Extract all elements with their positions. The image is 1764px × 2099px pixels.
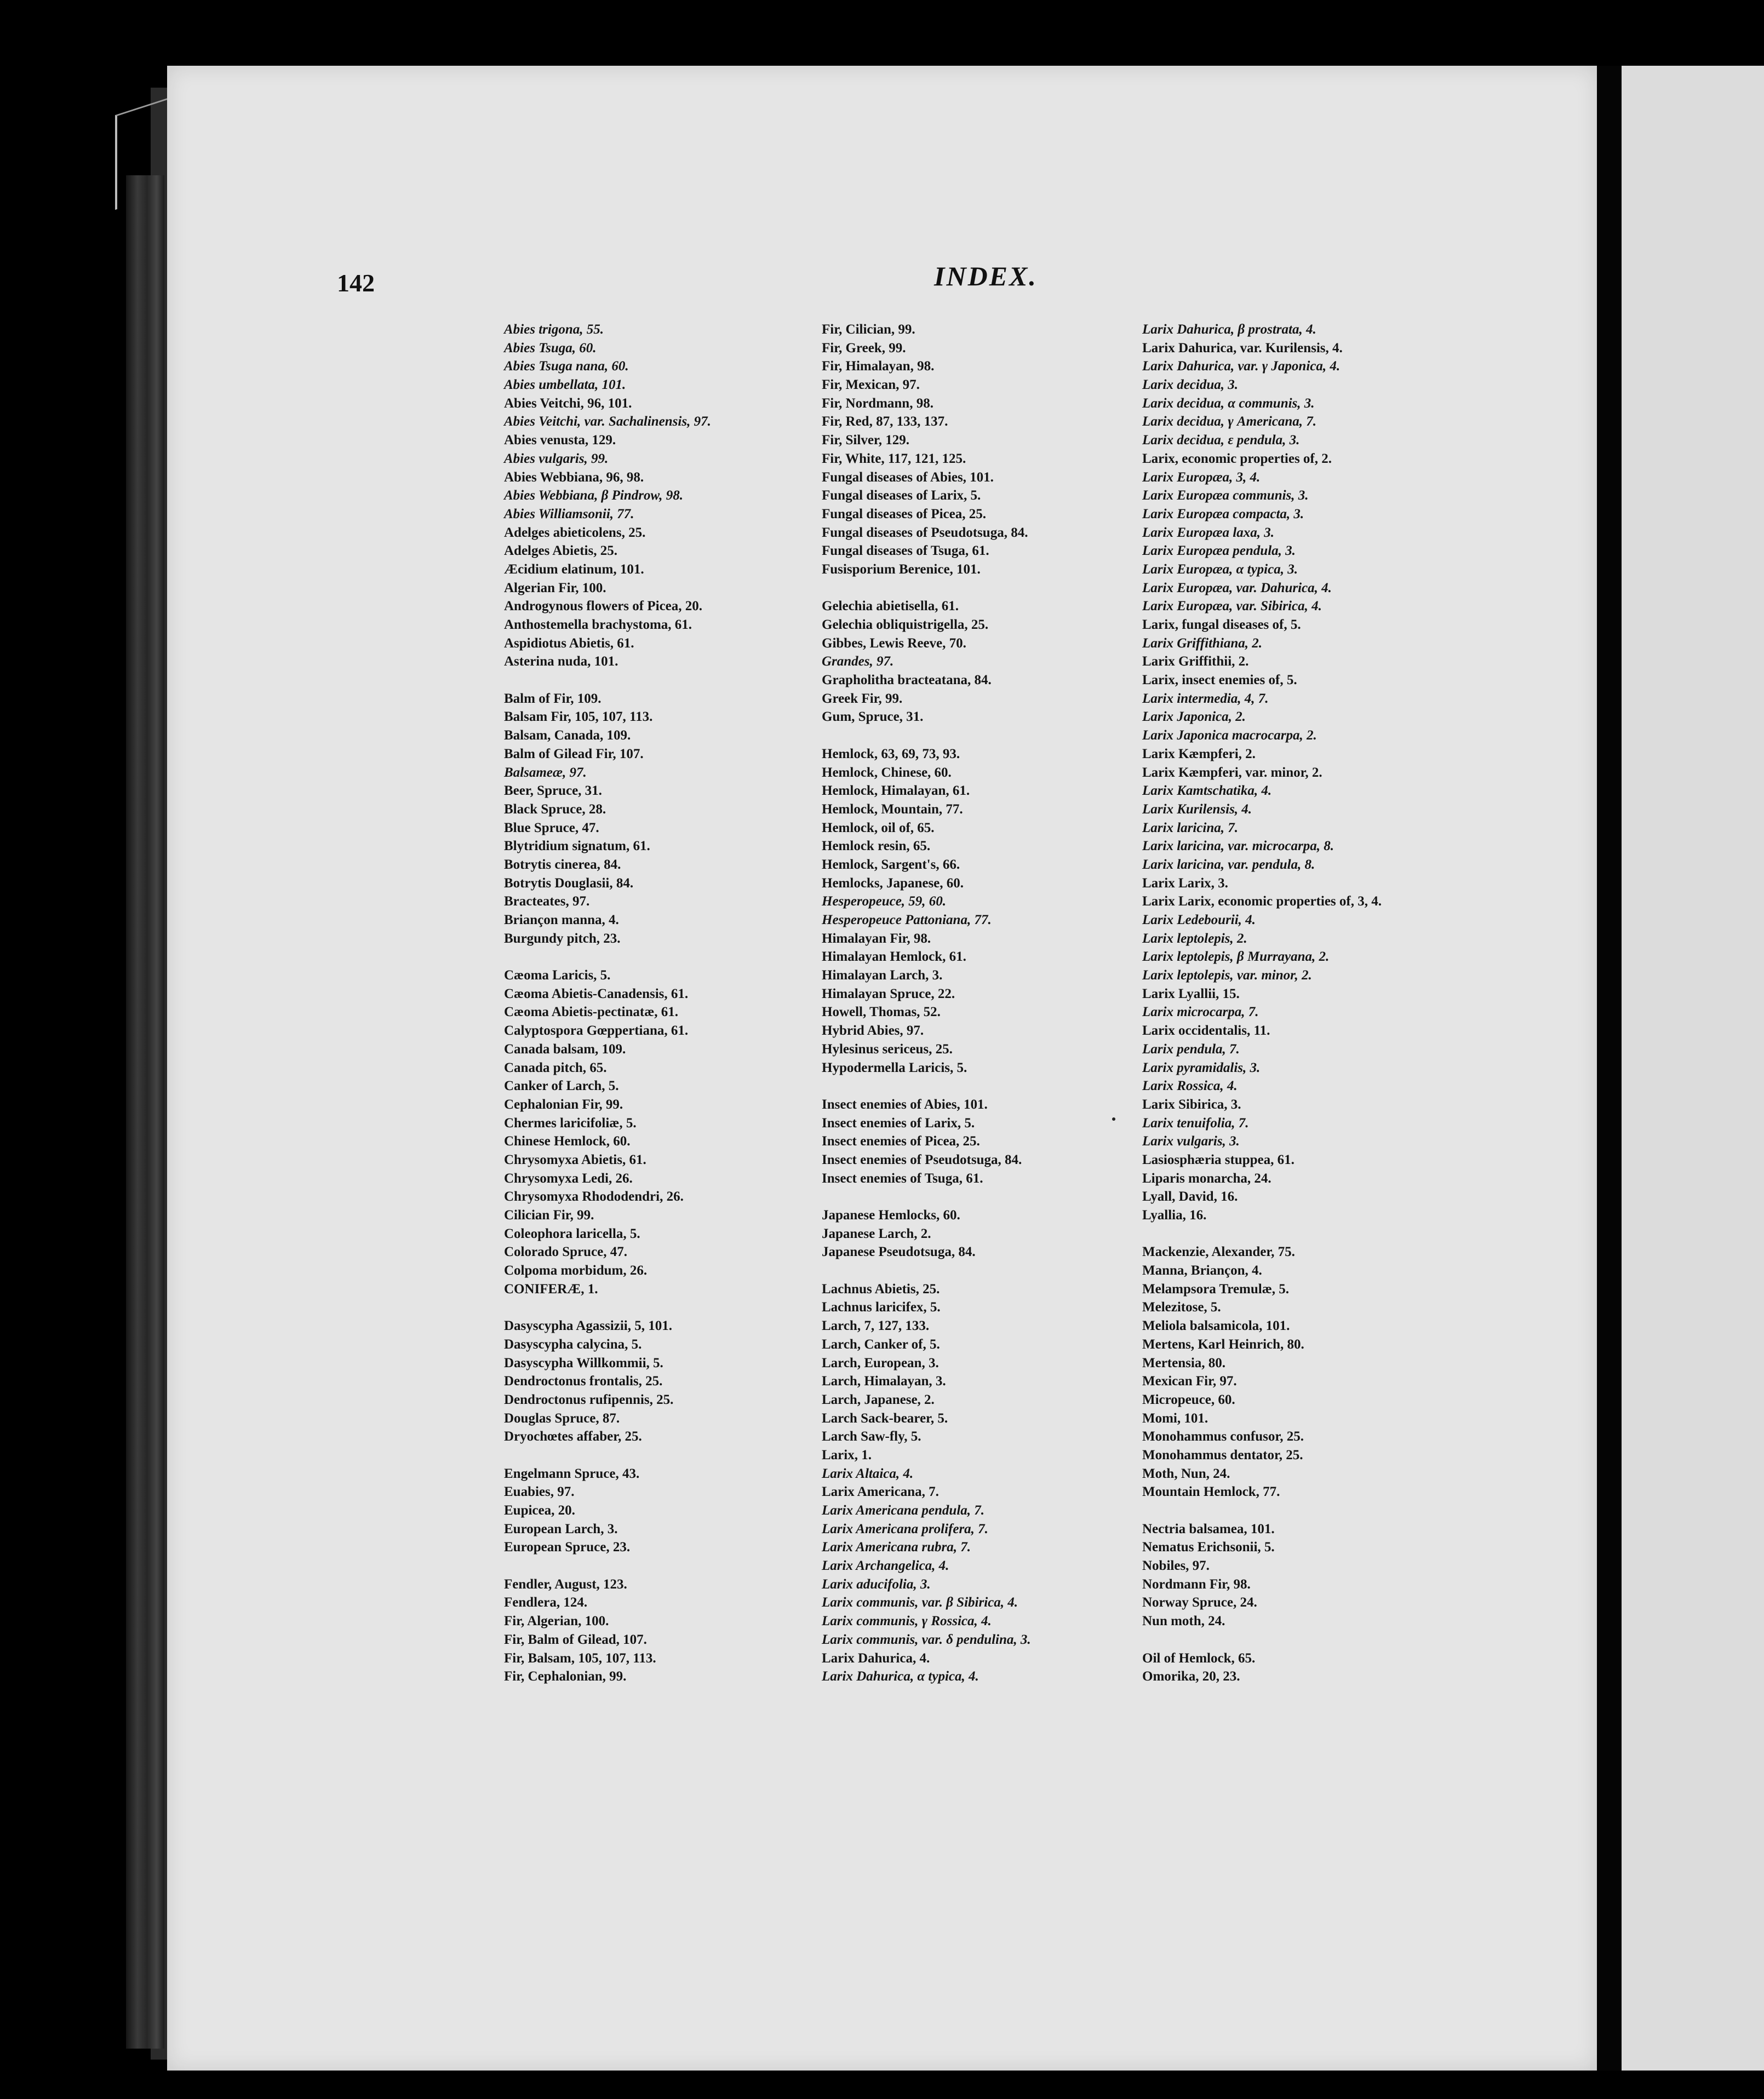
- index-entry: Adelges abieticolens, 25.: [504, 525, 646, 540]
- index-entry: Abies Tsuga nana, 60.: [504, 359, 629, 374]
- index-entry: Larix pyramidalis, 3.: [1142, 1060, 1261, 1075]
- index-entry: Abies Webbiana, 96, 98.: [504, 469, 644, 485]
- index-entry: Larix Americana rubra, 7.: [822, 1540, 971, 1555]
- index-entry: Insect enemies of Picea, 25.: [822, 1134, 980, 1149]
- index-entry: Chrysomyxa Abietis, 61.: [504, 1152, 646, 1167]
- index-entry: Larix Japonica, 2.: [1142, 709, 1246, 725]
- index-entry: Mertens, Karl Heinrich, 80.: [1142, 1337, 1304, 1352]
- index-entry: Canada pitch, 65.: [504, 1060, 607, 1075]
- index-entry: Botrytis cinerea, 84.: [504, 857, 621, 872]
- index-entry: Larch, European, 3.: [822, 1355, 939, 1370]
- index-entry: Fusisporium Berenice, 101.: [822, 561, 981, 577]
- index-entry: Canker of Larch, 5.: [504, 1079, 619, 1094]
- index-entry: Larix Larix, economic properties of, 3, 4.: [1142, 894, 1382, 909]
- index-entry: Larix Europæa, var. Sibirica, 4.: [1142, 599, 1322, 614]
- index-entry: Larix leptolepis, β Murrayana, 2.: [1142, 949, 1330, 965]
- index-entry: Larix Kamtschatika, 4.: [1142, 783, 1272, 799]
- index-entry: Balsam, Canada, 109.: [504, 728, 631, 743]
- index-entry: Chermes laricifoliæ, 5.: [504, 1115, 637, 1131]
- index-entry: Colorado Spruce, 47.: [504, 1245, 627, 1260]
- section-gap: [822, 1261, 1161, 1280]
- index-entry: Algerian Fir, 100.: [504, 580, 606, 595]
- index-entry: Micropeuce, 60.: [1142, 1392, 1235, 1407]
- index-entry: Hemlock, Sargent's, 66.: [822, 857, 960, 872]
- index-entry: Larix decidua, ε pendula, 3.: [1142, 433, 1300, 448]
- index-entry: Larix aducifolia, 3.: [822, 1576, 931, 1592]
- index-entry: Fir, Red, 87, 133, 137.: [822, 414, 948, 429]
- index-entry: Coleophora laricella, 5.: [504, 1226, 640, 1241]
- index-entry: Larch Saw-fly, 5.: [822, 1429, 921, 1444]
- index-entry: Larch Sack-bearer, 5.: [822, 1410, 948, 1426]
- index-entry: Lyall, David, 16.: [1142, 1189, 1238, 1205]
- index-entry: Cilician Fir, 99.: [504, 1208, 594, 1223]
- index-entry: Calyptospora Gœppertiana, 61.: [504, 1023, 689, 1039]
- section-gap: [504, 1298, 844, 1317]
- index-entry: Larix Sibirica, 3.: [1142, 1097, 1241, 1112]
- index-entry: Larix Dahurica, var. γ Japonica, 4.: [1142, 359, 1341, 374]
- index-entry: Larix Americana prolifera, 7.: [822, 1521, 988, 1536]
- index-entry: European Larch, 3.: [504, 1521, 618, 1536]
- index-column-1: [504, 320, 844, 1686]
- index-entry: Larix laricina, var. microcarpa, 8.: [1142, 839, 1334, 854]
- index-entry: Larix vulgaris, 3.: [1142, 1134, 1240, 1149]
- index-entry: Black Spruce, 28.: [504, 801, 606, 817]
- index-entry: Chinese Hemlock, 60.: [504, 1134, 631, 1149]
- index-entry: Larix Dahurica, β prostrata, 4.: [1142, 322, 1316, 337]
- index-entry: Larix pendula, 7.: [1142, 1041, 1240, 1057]
- index-entry: Botrytis Douglasii, 84.: [504, 875, 634, 891]
- index-entry: Larix leptolepis, 2.: [1142, 931, 1247, 946]
- index-entry: Moth, Nun, 24.: [1142, 1466, 1230, 1481]
- index-entry: Larix Lyallii, 15.: [1142, 986, 1240, 1001]
- index-entry: Manna, Briançon, 4.: [1142, 1263, 1262, 1278]
- index-entry: Larix decidua, α communis, 3.: [1142, 395, 1315, 411]
- section-gap: [822, 726, 1161, 745]
- index-entry: Insect enemies of Tsuga, 61.: [822, 1171, 983, 1186]
- index-entry: Colpoma morbidum, 26.: [504, 1263, 648, 1278]
- index-entry: Larix Ledebourii, 4.: [1142, 913, 1256, 927]
- index-entry: Larix, insect enemies of, 5.: [1142, 673, 1297, 688]
- index-entry: Larix Larix, 3.: [1142, 875, 1228, 891]
- index-entry: Himalayan Fir, 98.: [822, 931, 931, 946]
- index-entry: Lasiosphæria stuppea, 61.: [1142, 1152, 1295, 1167]
- index-entry: Larch, Canker of, 5.: [822, 1337, 940, 1352]
- index-entry: Monohammus confusor, 25.: [1142, 1429, 1304, 1444]
- index-entry: Fungal diseases of Pseudotsuga, 84.: [822, 525, 1028, 540]
- index-entry: Cephalonian Fir, 99.: [504, 1097, 623, 1112]
- index-entry: Adelges Abietis, 25.: [504, 543, 617, 559]
- index-entry: Abies Veitchi, var. Sachalinensis, 97.: [504, 414, 711, 429]
- index-entry: Abies Williamsonii, 77.: [504, 506, 634, 521]
- index-entry: Larix Dahurica, 4.: [822, 1650, 930, 1666]
- index-entry: Hypodermella Laricis, 5.: [822, 1060, 967, 1075]
- index-entry: Abies umbellata, 101.: [504, 377, 626, 393]
- index-entry: Grandes, 97.: [822, 654, 894, 669]
- page-number: 142: [337, 269, 375, 297]
- index-entry: Larix Europæa pendula, 3.: [1142, 543, 1296, 559]
- index-entry: Larix decidua, γ Americana, 7.: [1142, 414, 1317, 429]
- index-entry: Mexican Fir, 97.: [1142, 1374, 1237, 1389]
- index-entry: Monohammus dentator, 25.: [1142, 1447, 1303, 1463]
- index-entry: Euabies, 97.: [504, 1484, 575, 1500]
- index-entry: Japanese Hemlocks, 60.: [822, 1208, 960, 1223]
- index-entry: Hesperopeuce Pattoniana, 77.: [822, 913, 992, 927]
- index-entry: Fir, White, 117, 121, 125.: [822, 451, 966, 466]
- index-entry: Omorika, 20, 23.: [1142, 1669, 1240, 1684]
- index-entry: Hylesinus sericeus, 25.: [822, 1041, 953, 1057]
- index-entry: Hemlock, Himalayan, 61.: [822, 783, 970, 799]
- index-entry: Abies Veitchi, 96, 101.: [504, 395, 632, 411]
- index-entry: Balsameæ, 97.: [504, 765, 587, 780]
- index-entry: Hemlock, Mountain, 77.: [822, 801, 963, 817]
- index-entry: Larix Europæa compacta, 3.: [1142, 506, 1304, 521]
- index-entry: Larix, economic properties of, 2.: [1142, 451, 1332, 466]
- index-entry: Insect enemies of Pseudotsuga, 84.: [822, 1152, 1022, 1167]
- index-entry: Balm of Gilead Fir, 107.: [504, 746, 644, 761]
- index-entry: Nordmann Fir, 98.: [1142, 1576, 1251, 1592]
- index-entry: Insect enemies of Abies, 101.: [822, 1097, 988, 1112]
- index-entry: Gum, Spruce, 31.: [822, 709, 924, 725]
- index-entry: Lyallia, 16.: [1142, 1208, 1207, 1223]
- page-title: INDEX.: [934, 261, 1038, 291]
- index-entry: Larix Japonica macrocarpa, 2.: [1142, 728, 1317, 743]
- index-entry: Larch, Japanese, 2.: [822, 1392, 935, 1407]
- index-entry: Gibbes, Lewis Reeve, 70.: [822, 635, 966, 651]
- index-entry: Larix tenuifolia, 7.: [1142, 1115, 1249, 1131]
- index-entry: Fir, Greek, 99.: [822, 340, 906, 355]
- index-entry: Nectria balsamea, 101.: [1142, 1521, 1275, 1536]
- index-entry: Larix leptolepis, var. minor, 2.: [1142, 968, 1312, 983]
- index-entry: Insect enemies of Larix, 5.: [822, 1115, 975, 1131]
- index-entry: Larix decidua, 3.: [1142, 377, 1238, 393]
- index-entry: Oil of Hemlock, 65.: [1142, 1650, 1256, 1666]
- index-entry: Abies Webbiana, β Pindrow, 98.: [504, 488, 683, 503]
- index-entry: Dasyscypha Agassizii, 5, 101.: [504, 1318, 672, 1334]
- index-entry: Fungal diseases of Larix, 5.: [822, 488, 981, 503]
- index-entry: Androgynous flowers of Picea, 20.: [504, 599, 703, 614]
- index-entry: Engelmann Spruce, 43.: [504, 1466, 640, 1481]
- index-entry: Fungal diseases of Abies, 101.: [822, 469, 994, 485]
- index-entry: Mackenzie, Alexander, 75.: [1142, 1245, 1295, 1260]
- index-entry: Larix Europæa, 3, 4.: [1142, 469, 1261, 485]
- index-entry: Larch, 7, 127, 133.: [822, 1318, 930, 1334]
- index-entry: Larix communis, γ Rossica, 4.: [822, 1614, 992, 1629]
- index-entry: Larix Kæmpferi, var. minor, 2.: [1142, 765, 1322, 780]
- index-entry: Cæoma Abietis-pectinatæ, 61.: [504, 1005, 679, 1020]
- index-entry: Abies trigona, 55.: [504, 322, 604, 337]
- index-entry: Himalayan Spruce, 22.: [822, 986, 955, 1001]
- section-gap: [1142, 1501, 1482, 1520]
- index-entry: Larix Rossica, 4.: [1142, 1079, 1238, 1094]
- index-entry: Cæoma Abietis-Canadensis, 61.: [504, 986, 689, 1001]
- index-entry: Grapholitha bracteatana, 84.: [822, 673, 992, 688]
- index-entry: Fir, Silver, 129.: [822, 433, 909, 448]
- index-entry: Hemlocks, Japanese, 60.: [822, 875, 964, 891]
- section-gap: [822, 1077, 1161, 1096]
- index-entry: Dasyscypha calycina, 5.: [504, 1337, 642, 1352]
- index-entry: Hemlock, 63, 69, 73, 93.: [822, 746, 960, 761]
- index-entry: Chrysomyxa Rhododendri, 26.: [504, 1189, 684, 1205]
- index-entry: Hemlock, Chinese, 60.: [822, 765, 952, 780]
- section-gap: [822, 1188, 1161, 1206]
- index-entry: Larix microcarpa, 7.: [1142, 1005, 1259, 1020]
- index-entry: Abies Tsuga, 60.: [504, 340, 597, 355]
- index-entry: Larix communis, var. β Sibirica, 4.: [822, 1595, 1018, 1610]
- index-column-3: [1142, 320, 1482, 1686]
- index-entry: Larix Altaica, 4.: [822, 1466, 914, 1481]
- book-page-edges: [126, 175, 164, 2049]
- index-entry: Larix Dahurica, var. Kurilensis, 4.: [1142, 340, 1343, 355]
- section-gap: [1142, 1225, 1482, 1243]
- index-entry: Mertensia, 80.: [1142, 1355, 1226, 1370]
- index-entry: Melezitose, 5.: [1142, 1300, 1221, 1315]
- index-entry: Larix intermedia, 4, 7.: [1142, 691, 1269, 706]
- facing-page-edge: [1622, 66, 1764, 2071]
- index-entry: Abies venusta, 129.: [504, 433, 616, 448]
- index-entry: Larch, Himalayan, 3.: [822, 1374, 946, 1389]
- index-entry: Larix Dahurica, α typica, 4.: [822, 1669, 979, 1684]
- index-entry: Lachnus Abietis, 25.: [822, 1281, 940, 1297]
- index-entry: Beer, Spruce, 31.: [504, 783, 602, 799]
- index-entry: Dasyscypha Willkommii, 5.: [504, 1355, 663, 1370]
- index-entry: Burgundy pitch, 23.: [504, 931, 621, 946]
- index-entry: Asterina nuda, 101.: [504, 654, 618, 669]
- index-entry: Larix Americana, 7.: [822, 1484, 939, 1500]
- index-entry: Larix Europæa, var. Dahurica, 4.: [1142, 580, 1332, 595]
- index-column-2: [822, 320, 1161, 1686]
- index-entry: Fir, Balsam, 105, 107, 113.: [504, 1650, 656, 1666]
- index-entry: Hemlock, oil of, 65.: [822, 820, 935, 835]
- index-entry: Nematus Erichsonii, 5.: [1142, 1540, 1275, 1555]
- index-entry: Meliola balsamicola, 101.: [1142, 1318, 1290, 1334]
- index-entry: Himalayan Hemlock, 61.: [822, 949, 966, 965]
- section-gap: [504, 671, 844, 690]
- index-entry: Dendroctonus frontalis, 25.: [504, 1374, 663, 1389]
- index-entry: Lachnus laricifex, 5.: [822, 1300, 941, 1315]
- index-entry: Blytridium signatum, 61.: [504, 839, 650, 854]
- index-entry: Liparis monarcha, 24.: [1142, 1171, 1272, 1186]
- index-entry: Larix Europæa communis, 3.: [1142, 488, 1309, 503]
- index-entry: Æcidium elatinum, 101.: [504, 561, 644, 577]
- index-entry: Melampsora Tremulæ, 5.: [1142, 1281, 1290, 1297]
- ink-speck: [1112, 1117, 1115, 1121]
- index-entry: Aspidiotus Abietis, 61.: [504, 635, 634, 651]
- index-entry: Japanese Pseudotsuga, 84.: [822, 1245, 976, 1260]
- index-entry: Hybrid Abies, 97.: [822, 1023, 924, 1039]
- index-entry: Canada balsam, 109.: [504, 1041, 626, 1057]
- index-entry: Fendler, August, 123.: [504, 1576, 627, 1592]
- index-entry: Balm of Fir, 109.: [504, 691, 602, 706]
- index-entry: Larix, 1.: [822, 1447, 872, 1463]
- index-entry: Fir, Cephalonian, 99.: [504, 1669, 627, 1684]
- index-entry: Chrysomyxa Ledi, 26.: [504, 1171, 633, 1186]
- index-entry: Mountain Hemlock, 77.: [1142, 1484, 1280, 1500]
- index-entry: Larix occidentalis, 11.: [1142, 1023, 1270, 1039]
- index-entry: Larix Americana pendula, 7.: [822, 1503, 985, 1518]
- index-entry: Larix Europæa laxa, 3.: [1142, 525, 1275, 540]
- index-entry: Dryochœtes affaber, 25.: [504, 1429, 642, 1444]
- index-entry: Hemlock resin, 65.: [822, 839, 931, 854]
- section-gap: [1142, 1631, 1482, 1649]
- index-entry: Blue Spruce, 47.: [504, 820, 599, 835]
- index-entry: Briançon manna, 4.: [504, 913, 619, 927]
- index-entry: Larix Archangelica, 4.: [822, 1558, 949, 1574]
- index-entry: Fir, Nordmann, 98.: [822, 395, 933, 411]
- index-entry: Cæoma Laricis, 5.: [504, 968, 611, 983]
- section-gap: [504, 948, 844, 966]
- index-entry: Larix Kæmpferi, 2.: [1142, 746, 1256, 761]
- index-entry: Howell, Thomas, 52.: [822, 1005, 941, 1020]
- page-gutter: [1597, 66, 1622, 2071]
- index-entry: Balsam Fir, 105, 107, 113.: [504, 709, 653, 725]
- section-gap: [504, 1557, 844, 1575]
- index-entry: Nun moth, 24.: [1142, 1614, 1225, 1629]
- index-entry: Larix, fungal diseases of, 5.: [1142, 617, 1301, 632]
- index-entry: Larix Griffithii, 2.: [1142, 654, 1249, 669]
- index-entry: Abies vulgaris, 99.: [504, 451, 609, 466]
- index-entry: Fir, Balm of Gilead, 107.: [504, 1632, 647, 1647]
- index-entry: Bracteates, 97.: [504, 894, 590, 909]
- index-entry: Fir, Himalayan, 98.: [822, 359, 935, 374]
- index-entry: Fungal diseases of Tsuga, 61.: [822, 543, 989, 559]
- index-entry: Fir, Cilician, 99.: [822, 322, 915, 337]
- index-entry: Fir, Mexican, 97.: [822, 377, 920, 393]
- index-entry: Eupicea, 20.: [504, 1503, 575, 1518]
- index-entry: Fir, Algerian, 100.: [504, 1614, 609, 1629]
- index-entry: European Spruce, 23.: [504, 1540, 631, 1555]
- index-entry: Larix communis, var. δ pendulina, 3.: [822, 1632, 1031, 1647]
- index-entry: Gelechia abietisella, 61.: [822, 599, 959, 614]
- index-entry: Nobiles, 97.: [1142, 1558, 1210, 1574]
- index-entry: Larix Europæa, α typica, 3.: [1142, 561, 1298, 577]
- index-entry: Momi, 101.: [1142, 1410, 1209, 1426]
- index-entry: Larix Griffithiana, 2.: [1142, 635, 1263, 651]
- index-entry: Japanese Larch, 2.: [822, 1226, 931, 1241]
- index-entry: Anthostemella brachystoma, 61.: [504, 617, 692, 632]
- index-entry: Douglas Spruce, 87.: [504, 1410, 620, 1426]
- index-entry: Norway Spruce, 24.: [1142, 1595, 1257, 1610]
- index-entry: CONIFERÆ, 1.: [504, 1281, 598, 1297]
- index-entry: Greek Fir, 99.: [822, 691, 903, 706]
- index-entry: Larix Kurilensis, 4.: [1142, 801, 1252, 817]
- index-entry: Fendlera, 124.: [504, 1595, 588, 1610]
- index-entry: Fungal diseases of Picea, 25.: [822, 506, 986, 521]
- index-entry: Larix laricina, 7.: [1142, 820, 1239, 835]
- index-entry: Gelechia obliquistrigella, 25.: [822, 617, 989, 632]
- index-entry: Himalayan Larch, 3.: [822, 968, 943, 983]
- index-entry: Dendroctonus rufipennis, 25.: [504, 1392, 674, 1407]
- index-entry: Hesperopeuce, 59, 60.: [822, 894, 947, 909]
- index-entry: Larix laricina, var. pendula, 8.: [1142, 857, 1315, 872]
- section-gap: [504, 1446, 844, 1465]
- section-gap: [822, 579, 1161, 598]
